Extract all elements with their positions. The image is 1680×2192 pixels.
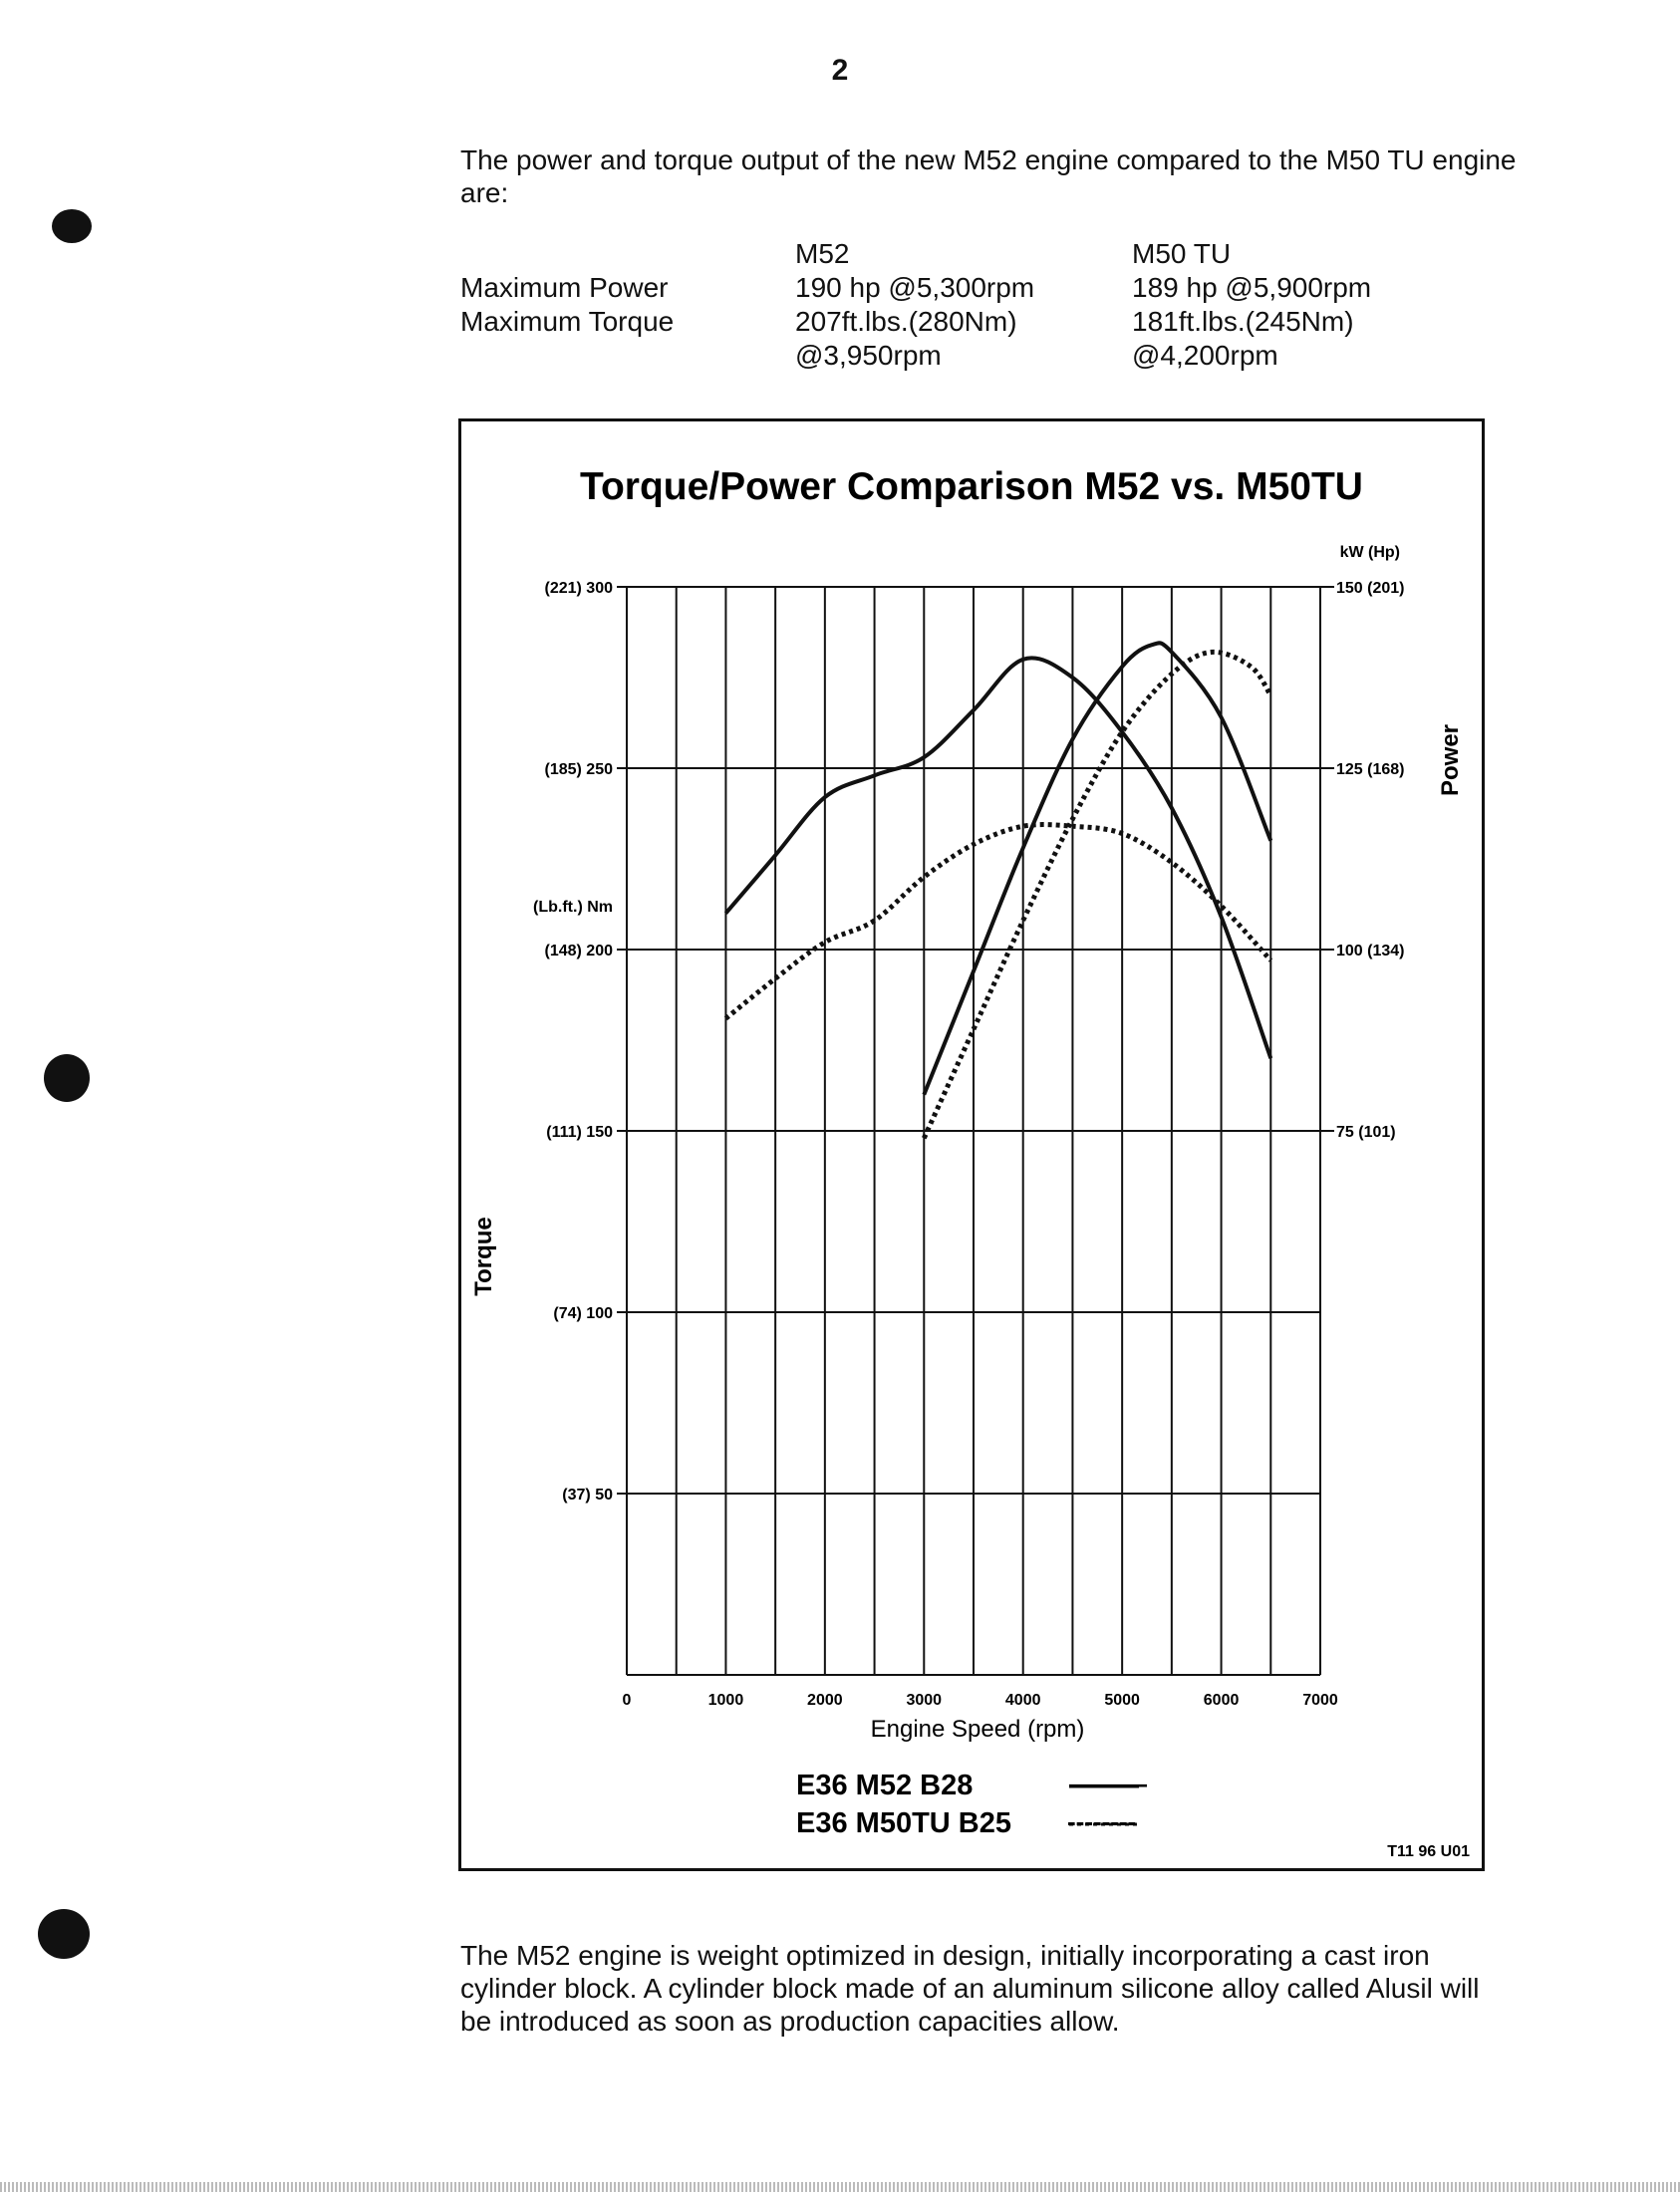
intro-paragraph: The power and torque output of the new M52 engine compared to the M50 TU engine are:	[460, 144, 1517, 208]
spec-m50tu-value: 181ft.lbs.(245Nm)	[1132, 306, 1354, 337]
binder-hole	[52, 209, 92, 243]
torque-tick-label: (111) 150	[546, 1124, 613, 1141]
torque-tick-label: (74) 100	[553, 1305, 613, 1322]
scan-edge-strip	[0, 2182, 1680, 2192]
torque-unit-label: (Lb.ft.) Nm	[533, 899, 613, 916]
spec-label: Maximum Power	[460, 272, 669, 303]
binder-hole	[38, 1909, 90, 1959]
legend-label: E36 M52 B28	[796, 1770, 974, 1801]
e36-m52-b28-torque-line	[725, 658, 1270, 1058]
power-tick-label: 75 (101)	[1336, 1124, 1396, 1141]
spec-header-m50tu: M50 TU	[1132, 238, 1232, 269]
page-number: 2	[831, 54, 849, 87]
chart-title: Torque/Power Comparison M52 vs. M50TU	[580, 465, 1363, 508]
e36-m50tu-b25-torque-line	[725, 825, 1270, 1019]
x-tick-label: 2000	[807, 1692, 843, 1709]
power-unit-label: kW (Hp)	[1339, 544, 1400, 561]
torque-tick-label: (185) 250	[544, 761, 613, 778]
series-lines	[725, 643, 1270, 1824]
chart-figure	[458, 418, 1485, 1871]
legend-sample: --------	[1067, 1806, 1137, 1836]
spec-m50tu-value: @4,200rpm	[1132, 340, 1278, 371]
spec-m52-value: 207ft.lbs.(280Nm)	[795, 306, 1017, 337]
legend-label: E36 M50TU B25	[796, 1807, 1011, 1839]
torque-tick-label: (37) 50	[562, 1487, 613, 1504]
x-tick-label: 5000	[1104, 1692, 1140, 1709]
figure-code: T11 96 U01	[1387, 1843, 1470, 1860]
legend-sample: ———	[1069, 1769, 1147, 1798]
closing-paragraph: The M52 engine is weight optimized in design, initially incorporating a cast iron cylinder block. A cylinder block made of an aluminum silicone alloy called Alusil will be introduced as soon as production capacities allow.	[460, 1940, 1480, 2037]
power-axis-title: Power	[1437, 723, 1464, 797]
x-tick-label: 0	[622, 1692, 632, 1709]
x-tick-label: 3000	[906, 1692, 943, 1709]
torque-tick-label: (221) 300	[544, 580, 613, 597]
torque-power-chart	[461, 421, 1482, 1868]
power-tick-label: 125 (168)	[1336, 761, 1405, 778]
spec-label: Maximum Torque	[460, 306, 675, 337]
spec-m52-value: 190 hp @5,300rpm	[795, 272, 1035, 303]
torque-tick-label: (148) 200	[544, 943, 613, 959]
spec-header-m52: M52	[795, 238, 850, 269]
x-tick-label: 1000	[707, 1692, 744, 1709]
spec-m50tu-value: 189 hp @5,900rpm	[1132, 272, 1372, 303]
binder-hole	[44, 1054, 90, 1102]
power-tick-label: 100 (134)	[1336, 943, 1405, 959]
x-axis-title: Engine Speed (rpm)	[870, 1716, 1085, 1743]
x-tick-label: 4000	[1004, 1692, 1041, 1709]
torque-axis-title: Torque	[470, 1217, 497, 1296]
legend	[796, 1769, 1147, 1839]
power-tick-label: 150 (201)	[1336, 580, 1405, 597]
spec-m52-value: @3,950rpm	[795, 340, 942, 371]
x-tick-label: 6000	[1203, 1692, 1240, 1709]
x-tick-label: 7000	[1302, 1692, 1338, 1709]
e36-m50tu-b25-power-line	[924, 652, 1270, 1138]
